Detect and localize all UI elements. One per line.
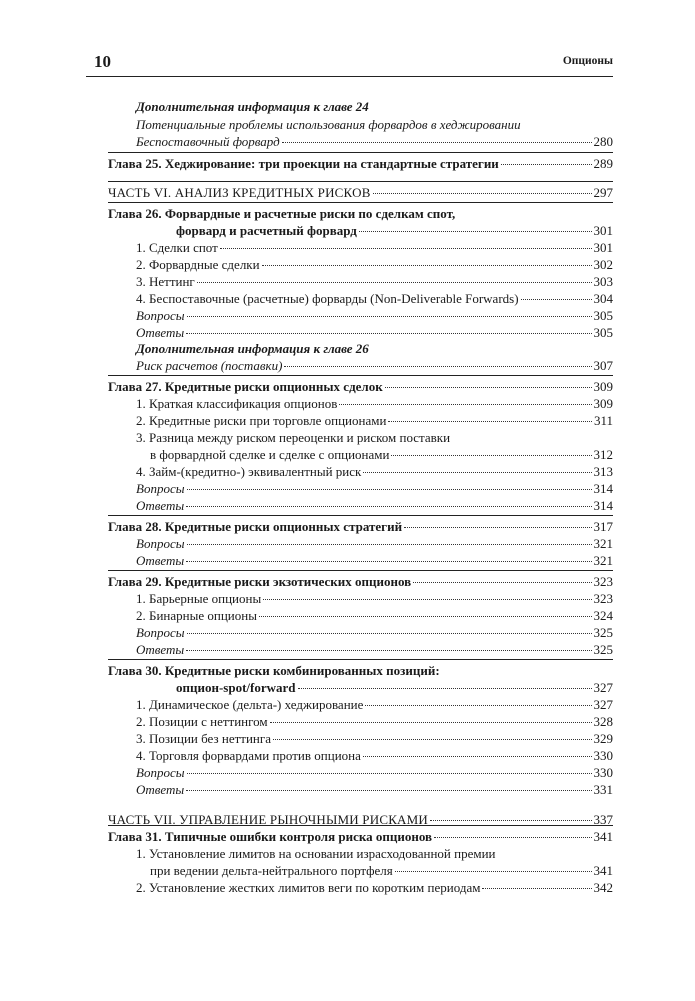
toc-entry-page: 323 (593, 574, 613, 589)
dot-leader (282, 142, 592, 143)
dot-leader (385, 387, 592, 388)
page-number: 10 (94, 52, 111, 71)
toc-entry-title: Вопросы (136, 308, 185, 323)
separator-rule (108, 152, 613, 153)
separator-rule (108, 515, 613, 516)
separator-rule (108, 659, 613, 660)
toc-entry-title: 1. Барьерные опционы (136, 591, 262, 606)
toc-entry (136, 781, 613, 799)
toc-entry (136, 429, 450, 447)
toc-entry-page: 312 (593, 447, 613, 462)
toc-entry (136, 290, 613, 308)
toc-entry-page: 321 (593, 536, 613, 551)
dot-leader (186, 650, 591, 651)
dot-leader (298, 688, 592, 689)
separator-rule (108, 570, 613, 571)
toc-entry-title: Вопросы (136, 536, 185, 551)
toc-entry-title: при ведении дельта-нейтрального портфеля (150, 863, 393, 878)
toc-entry (108, 378, 613, 396)
toc-entry (108, 184, 613, 202)
toc-entry (136, 307, 613, 325)
toc-entry-page: 342 (593, 880, 613, 895)
toc-entry (136, 463, 613, 481)
toc-entry-page: 313 (593, 464, 613, 479)
dot-leader (273, 739, 592, 740)
toc-entry-page: 305 (593, 308, 613, 323)
toc-entry (136, 552, 613, 570)
dot-leader (404, 527, 591, 528)
toc-entry-title: Ответы (136, 782, 185, 797)
toc-entry-page: 304 (593, 291, 613, 306)
toc-entry-page: 330 (593, 748, 613, 763)
dot-leader (262, 265, 592, 266)
dot-leader (270, 722, 592, 723)
toc-entry (108, 518, 613, 536)
dot-leader (187, 489, 592, 490)
toc-entry-title: 2. Бинарные опционы (136, 608, 257, 623)
toc-entry (136, 535, 613, 553)
toc-entry-title: в форвардной сделке и сделке с опционами (150, 447, 390, 462)
toc-entry (150, 446, 613, 464)
toc-entry (176, 679, 613, 697)
toc-entry-title: 1. Установление лимитов на основании израсходованной премии (136, 846, 496, 861)
toc-entry-title: Глава 30. Кредитные риски комбинированных позиций: (108, 663, 440, 678)
toc-entry (136, 116, 521, 134)
toc-entry (136, 730, 613, 748)
toc-entry-title: 3. Неттинг (136, 274, 195, 289)
dot-leader (413, 582, 591, 583)
toc-entry (108, 662, 440, 680)
dot-leader (501, 164, 592, 165)
dot-leader (365, 705, 591, 706)
dot-leader (359, 231, 592, 232)
running-title: Опционы (562, 55, 613, 67)
toc-entry (136, 480, 613, 498)
toc-entry-page: 327 (593, 680, 613, 695)
dot-leader (284, 366, 591, 367)
toc-entry-page: 337 (593, 812, 613, 827)
toc-entry (136, 879, 613, 897)
toc-entry (136, 713, 613, 731)
toc-entry-page: 311 (593, 413, 613, 428)
toc-entry-page: 309 (593, 379, 613, 394)
toc-entry-title: 1. Динамическое (дельта-) хеджирование (136, 697, 364, 712)
toc-entry-title: Потенциальные проблемы использования форвардов в хеджировании (136, 117, 521, 132)
toc-entry-title: Вопросы (136, 765, 185, 780)
toc-entry (108, 205, 455, 223)
toc-entry-title: Глава 27. Кредитные риски опционных сделок (108, 379, 383, 394)
toc-entry (136, 273, 613, 291)
toc-entry-title: 4. Беспоставочные (расчетные) форварды (Non-Deliverable Forwards) (136, 291, 519, 306)
toc-entry-page: 325 (593, 625, 613, 640)
toc-entry-page: 321 (593, 553, 613, 568)
toc-entry-page: 330 (593, 765, 613, 780)
toc-entry-title: 3. Позиции без неттинга (136, 731, 271, 746)
dot-leader (391, 455, 591, 456)
toc-entry-page: 314 (593, 481, 613, 496)
toc-entry-page: 317 (593, 519, 613, 534)
toc-entry-page: 324 (593, 608, 613, 623)
toc-entry-page: 331 (593, 782, 613, 797)
dot-leader (187, 316, 592, 317)
toc-entry (136, 747, 613, 765)
toc-entry-title: 2. Установление жестких лимитов веги по коротким периодам (136, 880, 481, 895)
toc-entry-title: Глава 29. Кредитные риски экзотических опционов (108, 574, 412, 589)
toc-entry-title: 2. Форвардные сделки (136, 257, 260, 272)
toc-entry-title: Вопросы (136, 481, 185, 496)
toc-entry-title: Ответы (136, 498, 185, 513)
toc-entry-title: 2. Кредитные риски при торговле опционами (136, 413, 387, 428)
toc-entry-title: ЧАСТЬ VII. УПРАВЛЕНИЕ РЫНОЧНЫМИ РИСКАМИ (108, 812, 428, 827)
toc-entry-title: 3. Разница между риском переоценки и риском поставки (136, 430, 451, 445)
toc-entry-page: 301 (593, 240, 613, 255)
toc-entry-page: 323 (593, 591, 613, 606)
toc-entry-title: форвард и расчетный форвард (176, 223, 357, 238)
toc-entry (176, 222, 613, 240)
dot-leader (395, 871, 592, 872)
toc-entry (136, 98, 369, 116)
toc-entry-title: ЧАСТЬ VI. АНАЛИЗ КРЕДИТНЫХ РИСКОВ (108, 185, 371, 200)
separator-rule (108, 375, 613, 376)
toc-entry-page: 341 (593, 829, 613, 844)
toc-entry-page: 280 (593, 134, 613, 149)
toc-entry-title: 2. Позиции с неттингом (136, 714, 268, 729)
toc-entry (136, 641, 613, 659)
toc-entry (136, 497, 613, 515)
toc-entry (136, 590, 613, 608)
dot-leader (388, 421, 592, 422)
separator-rule (108, 202, 613, 203)
toc-entry-page: 325 (593, 642, 613, 657)
dot-leader (373, 193, 592, 194)
toc-entry (108, 811, 613, 829)
toc-entry-title: Ответы (136, 553, 185, 568)
dot-leader (363, 472, 591, 473)
toc-entry (136, 395, 613, 413)
dot-leader (186, 333, 591, 334)
toc-entry (108, 155, 613, 173)
dot-leader (482, 888, 591, 889)
toc-entry (136, 256, 613, 274)
dot-leader (521, 299, 592, 300)
dot-leader (259, 616, 592, 617)
separator-rule (108, 181, 613, 182)
toc-entry-page: 297 (593, 185, 613, 200)
toc-entry-page: 307 (593, 358, 613, 373)
toc-entry-title: Дополнительная информация к главе 24 (136, 99, 369, 114)
toc-entry (150, 862, 613, 880)
dot-leader (430, 820, 592, 821)
dot-leader (187, 773, 592, 774)
toc-entry-page: 302 (593, 257, 613, 272)
toc-entry-page: 314 (593, 498, 613, 513)
dot-leader (186, 790, 591, 791)
toc-entry-page: 328 (593, 714, 613, 729)
toc-entry-title: 4. Займ-(кредитно-) эквивалентный риск (136, 464, 362, 479)
toc-entry (136, 357, 613, 375)
toc-entry-title: Вопросы (136, 625, 185, 640)
toc-entry (136, 340, 369, 358)
toc-entry (136, 133, 613, 151)
dot-leader (220, 248, 592, 249)
dot-leader (363, 756, 592, 757)
dot-leader (434, 837, 591, 838)
dot-leader (263, 599, 591, 600)
toc-entry-title: Глава 26. Форвардные и расчетные риски по сделкам спот, (108, 206, 456, 221)
toc-entry (136, 412, 613, 430)
toc-entry-page: 305 (593, 325, 613, 340)
toc-entry-title: Глава 25. Хеджирование: три проекции на стандартные стратегии (108, 156, 499, 171)
toc-entry-title: 1. Сделки спот (136, 240, 218, 255)
dot-leader (186, 561, 591, 562)
toc-entry-page: 309 (593, 396, 613, 411)
dot-leader (187, 633, 592, 634)
toc-entry (136, 624, 613, 642)
dot-leader (197, 282, 592, 283)
toc-entry-title: Глава 28. Кредитные риски опционных стратегий (108, 519, 403, 534)
toc-entry-page: 327 (593, 697, 613, 712)
toc-entry-title: 4. Торговля форвардами против опциона (136, 748, 361, 763)
toc-entry (136, 607, 613, 625)
toc-entry (108, 828, 613, 846)
toc-entry (136, 845, 495, 863)
dot-leader (187, 544, 592, 545)
toc-entry-page: 329 (593, 731, 613, 746)
toc-entry-page: 303 (593, 274, 613, 289)
toc-entry (136, 239, 613, 257)
toc-entry-title: опцион-spot/forward (176, 680, 296, 695)
toc-entry-title: Дополнительная информация к главе 26 (136, 341, 369, 356)
dot-leader (186, 506, 591, 507)
toc-entry-page: 301 (593, 223, 613, 238)
toc-entry-title: Ответы (136, 642, 185, 657)
dot-leader (339, 404, 591, 405)
toc-entry-title: Ответы (136, 325, 185, 340)
toc-entry-page: 341 (593, 863, 613, 878)
toc-entry-title: Глава 31. Типичные ошибки контроля риска опционов (108, 829, 433, 844)
toc-entry-title: Риск расчетов (поставки) (136, 358, 283, 373)
toc-entry-title: Беспоставочный форвард (136, 134, 280, 149)
toc-entry-title: 1. Краткая классификация опционов (136, 396, 338, 411)
toc-entry (136, 764, 613, 782)
toc-entry-page: 289 (593, 156, 613, 171)
toc-entry (108, 573, 613, 591)
toc-entry (136, 696, 613, 714)
